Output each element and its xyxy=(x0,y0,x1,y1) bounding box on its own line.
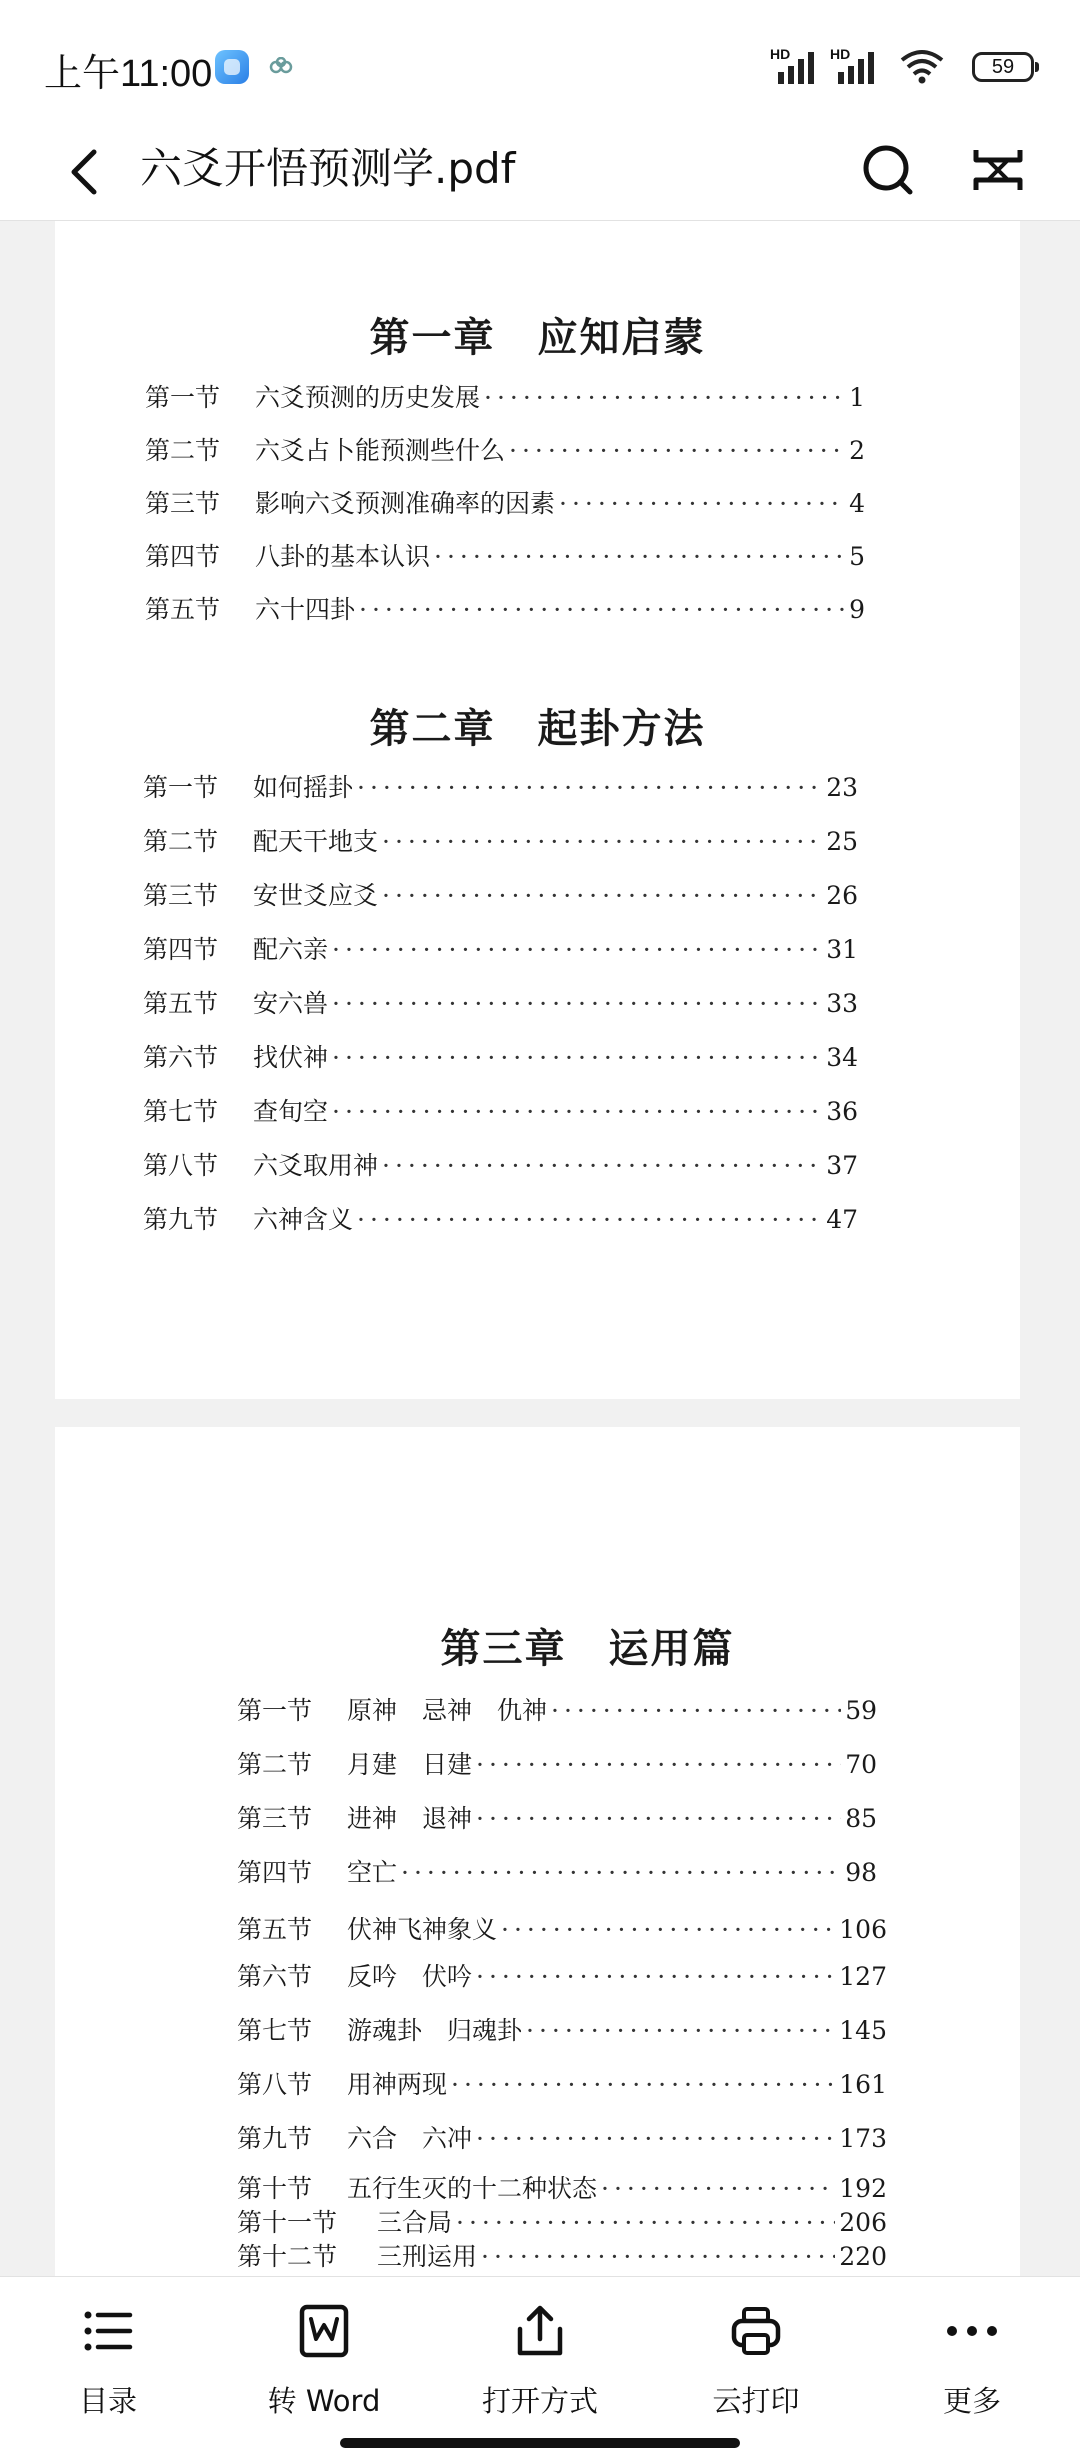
toc-page-number: 33 xyxy=(826,989,858,1018)
toc-section-number: 第四节 xyxy=(143,935,219,964)
toc-section-name: 如何摇卦 xyxy=(253,773,354,802)
wifi-icon xyxy=(898,46,946,86)
toc-entry[interactable] xyxy=(145,590,865,626)
toc-section-number: 第六节 xyxy=(237,1962,313,1991)
toc-entry[interactable] xyxy=(145,537,865,573)
status-indicators xyxy=(770,46,1040,86)
toc-leader-dots xyxy=(476,2124,835,2153)
toc-entry[interactable] xyxy=(145,378,865,414)
toc-entry[interactable] xyxy=(143,1092,858,1128)
chapter-title: 第三章 运用篇 xyxy=(440,1625,735,1672)
toc-section-name: 伏神飞神象义 xyxy=(347,1915,498,1944)
toc-leader-dots xyxy=(526,2016,835,2045)
toc-entry[interactable] xyxy=(237,2237,887,2273)
toc-leader-dots xyxy=(332,989,822,1018)
status-bar xyxy=(0,0,1080,120)
toc-section-number: 第四节 xyxy=(145,542,221,571)
toc-entry[interactable] xyxy=(143,768,858,804)
toc-section-number: 第八节 xyxy=(237,2070,313,2099)
toc-entry[interactable] xyxy=(237,2119,887,2155)
toc-section-name: 找伏神 xyxy=(253,1043,329,1072)
toc-page-number: 34 xyxy=(826,1043,858,1072)
toc-page-number: 220 xyxy=(839,2242,887,2271)
open-with-button[interactable] xyxy=(450,2277,630,2427)
toc-entry[interactable] xyxy=(143,1038,858,1074)
toc-page-number: 25 xyxy=(826,827,858,856)
open-with-label: 打开方式 xyxy=(481,2384,598,2418)
toc-section-number: 第五节 xyxy=(143,989,219,1018)
toc-section-number: 第九节 xyxy=(237,2124,313,2153)
toc-section-name: 安世爻应爻 xyxy=(253,881,379,910)
toc-section-number: 第十二节 xyxy=(237,2242,338,2271)
toc-section-number: 第七节 xyxy=(143,1097,219,1126)
toc-section-number: 第五节 xyxy=(145,595,221,624)
toc-section-number: 第五节 xyxy=(237,1915,313,1944)
toc-page-number: 59 xyxy=(845,1696,877,1725)
cloud-print-label: 云打印 xyxy=(712,2384,800,2418)
toc-section-number: 第二节 xyxy=(143,827,219,856)
toc-section-number: 第六节 xyxy=(143,1043,219,1072)
toc-leader-dots xyxy=(382,827,822,856)
convert-word-button[interactable] xyxy=(234,2277,414,2427)
pdf-page-1 xyxy=(55,221,1020,1399)
signal-icon-1 xyxy=(774,46,820,86)
toc-section-name: 配六亲 xyxy=(253,935,329,964)
toc-section-name: 反吟 伏吟 xyxy=(347,1962,473,1991)
chapter-title: 第二章 起卦方法 xyxy=(369,705,706,752)
toc-page-number: 31 xyxy=(826,935,858,964)
toc-leader-dots xyxy=(601,2174,835,2203)
toc-section-name: 配天干地支 xyxy=(253,827,379,856)
toc-page-number: 145 xyxy=(839,2016,887,2045)
share-icon xyxy=(512,2303,568,2359)
toc-entry[interactable] xyxy=(237,2169,887,2205)
toc-entry[interactable] xyxy=(237,2011,887,2047)
word-icon xyxy=(296,2303,352,2359)
more-label: 更多 xyxy=(942,2384,1001,2418)
toc-page-number: 192 xyxy=(839,2174,887,2203)
toc-page-number: 36 xyxy=(826,1097,858,1126)
toc-section-name: 影响六爻预测准确率的因素 xyxy=(255,489,556,518)
toc-section-name: 五行生灭的十二种状态 xyxy=(347,2174,598,2203)
toc-entry[interactable] xyxy=(143,876,858,912)
toc-page-number: 37 xyxy=(826,1151,858,1180)
toc-entry[interactable] xyxy=(145,484,865,520)
document-title: 六爻开悟预测学.pdf xyxy=(140,144,516,193)
toc-section-name: 六合 六冲 xyxy=(347,2124,473,2153)
toc-leader-dots xyxy=(484,383,845,412)
toc-section-name: 安六兽 xyxy=(253,989,329,1018)
toc-section-name: 原神 忌神 仇神 xyxy=(347,1696,548,1725)
toc-section-name: 六爻占卜能预测些什么 xyxy=(255,436,506,465)
toc-page-number: 26 xyxy=(826,881,858,910)
toc-page-number: 127 xyxy=(839,1962,887,1991)
toc-leader-dots xyxy=(476,1962,835,1991)
app-notification-icon xyxy=(215,50,249,84)
toc-section-number: 第二节 xyxy=(237,1750,313,1779)
toc-entry[interactable] xyxy=(143,984,858,1020)
toc-section-name: 用神两现 xyxy=(347,2070,448,2099)
toc-section-name: 进神 退神 xyxy=(347,1804,473,1833)
toc-leader-dots xyxy=(332,935,822,964)
toc-leader-dots xyxy=(401,1858,841,1887)
toc-leader-dots xyxy=(332,1097,822,1126)
toc-leader-dots xyxy=(434,542,845,571)
toc-section-name: 六爻取用神 xyxy=(253,1151,379,1180)
status-time: 上午11:00 xyxy=(44,53,213,95)
toc-button-label: 目录 xyxy=(78,2384,137,2418)
toc-entry[interactable] xyxy=(237,1745,877,1781)
toc-leader-dots xyxy=(357,773,822,802)
toc-leader-dots xyxy=(382,881,822,910)
toc-entry[interactable] xyxy=(143,930,858,966)
pdf-page-2 xyxy=(55,1427,1020,2276)
toc-page-number: 161 xyxy=(839,2070,887,2099)
toc-section-name: 查旬空 xyxy=(253,1097,329,1126)
toc-entry[interactable] xyxy=(145,431,865,467)
hd-label-2: HD xyxy=(830,46,851,62)
toc-section-number: 第三节 xyxy=(237,1804,313,1833)
toc-leader-dots xyxy=(476,1750,841,1779)
home-indicator[interactable] xyxy=(340,2438,740,2448)
list-icon xyxy=(80,2303,136,2359)
toc-section-number: 第一节 xyxy=(143,773,219,802)
signal-icon-2 xyxy=(834,46,880,86)
toc-entry[interactable] xyxy=(237,1691,877,1727)
chapter-title: 第一章 应知启蒙 xyxy=(369,314,706,361)
toc-section-name: 月建 日建 xyxy=(347,1750,473,1779)
pdf-viewer[interactable] xyxy=(0,221,1080,2276)
back-button[interactable] xyxy=(56,130,116,210)
toc-leader-dots xyxy=(509,436,845,465)
more-button[interactable] xyxy=(882,2277,1062,2427)
toc-entry[interactable] xyxy=(143,822,858,858)
toc-section-number: 第二节 xyxy=(145,436,221,465)
toc-section-name: 三合局 xyxy=(377,2208,453,2237)
toc-leader-dots xyxy=(559,489,845,518)
toc-section-number: 第十一节 xyxy=(237,2208,338,2237)
toc-leader-dots xyxy=(451,2070,835,2099)
toc-page-number: 173 xyxy=(839,2124,887,2153)
toc-section-number: 第三节 xyxy=(145,489,221,518)
toc-section-number: 第一节 xyxy=(145,383,221,412)
cloud-sync-icon xyxy=(268,57,294,77)
toc-section-number: 第九节 xyxy=(143,1205,219,1234)
toc-entry[interactable] xyxy=(237,2203,887,2239)
toc-page-number: 2 xyxy=(849,436,865,465)
toc-section-number: 第七节 xyxy=(237,2016,313,2045)
toc-section-name: 游魂卦 归魂卦 xyxy=(347,2016,523,2045)
toc-section-name: 八卦的基本认识 xyxy=(255,542,431,571)
title-bar xyxy=(0,120,1080,221)
reading-mode-icon xyxy=(966,130,1030,210)
toc-leader-dots xyxy=(332,1043,822,1072)
toc-entry[interactable] xyxy=(237,1957,887,1993)
toc-page-number: 98 xyxy=(845,1858,877,1887)
toc-leader-dots xyxy=(501,1915,835,1944)
toc-leader-dots xyxy=(456,2208,835,2237)
toc-entry[interactable] xyxy=(143,1146,858,1182)
toc-button[interactable] xyxy=(18,2277,198,2427)
toc-page-number: 9 xyxy=(849,595,865,624)
toc-section-number: 第三节 xyxy=(143,881,219,910)
toc-leader-dots xyxy=(551,1696,841,1725)
cloud-print-button[interactable] xyxy=(666,2277,846,2427)
toc-leader-dots xyxy=(481,2242,835,2271)
toc-entry[interactable] xyxy=(237,1910,887,1946)
search-icon xyxy=(856,130,920,210)
toc-leader-dots xyxy=(357,1205,822,1234)
toc-section-number: 第十节 xyxy=(237,2174,313,2203)
toc-leader-dots xyxy=(359,595,845,624)
printer-icon xyxy=(728,2303,784,2359)
toc-page-number: 206 xyxy=(839,2208,887,2237)
toc-page-number: 1 xyxy=(849,383,865,412)
toc-section-name: 六十四卦 xyxy=(255,595,356,624)
toc-page-number: 47 xyxy=(826,1205,858,1234)
toc-section-name: 六爻预测的历史发展 xyxy=(255,383,481,412)
battery-indicator: 59 xyxy=(972,52,1034,82)
toc-section-name: 三刑运用 xyxy=(377,2242,478,2271)
toc-page-number: 106 xyxy=(839,1915,887,1944)
toc-leader-dots xyxy=(476,1804,841,1833)
toc-entry[interactable] xyxy=(143,1200,858,1236)
toc-section-name: 空亡 xyxy=(347,1858,398,1887)
hd-label-1: HD xyxy=(770,46,791,62)
toc-section-number: 第四节 xyxy=(237,1858,313,1887)
toc-section-number: 第一节 xyxy=(237,1696,313,1725)
toc-entry[interactable] xyxy=(237,1799,877,1835)
bottom-toolbar xyxy=(0,2276,1080,2461)
more-icon xyxy=(944,2303,1000,2359)
toc-entry[interactable] xyxy=(237,2065,887,2101)
toc-leader-dots xyxy=(382,1151,822,1180)
toc-page-number: 4 xyxy=(849,489,865,518)
toc-page-number: 70 xyxy=(845,1750,877,1779)
toc-entry[interactable] xyxy=(237,1853,877,1889)
toc-page-number: 5 xyxy=(849,542,865,571)
back-arrow-icon xyxy=(56,130,116,210)
toc-page-number: 23 xyxy=(826,773,858,802)
toc-section-number: 第八节 xyxy=(143,1151,219,1180)
toc-page-number: 85 xyxy=(845,1804,877,1833)
convert-word-label: 转 Word xyxy=(267,2384,381,2418)
reading-mode-button[interactable] xyxy=(966,130,1030,210)
toc-section-name: 六神含义 xyxy=(253,1205,354,1234)
search-button[interactable] xyxy=(856,130,920,210)
